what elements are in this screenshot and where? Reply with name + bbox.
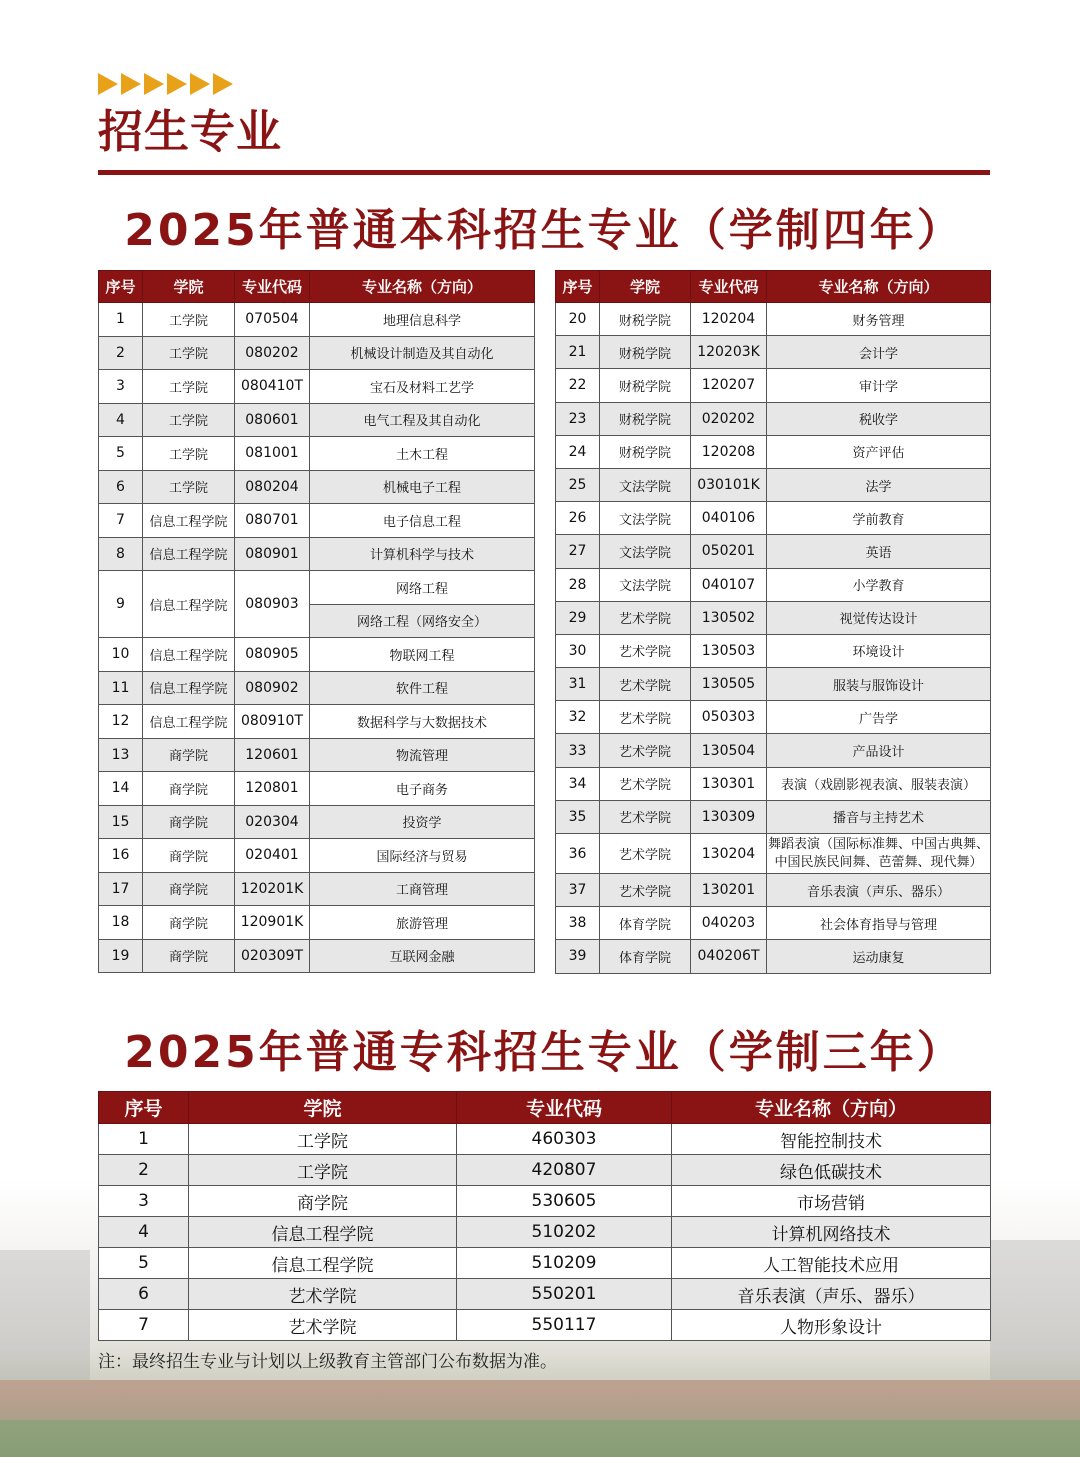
cell-code: 020401 — [235, 839, 310, 873]
cell-code: 080901 — [235, 537, 310, 571]
cell-code: 020202 — [691, 402, 767, 435]
cell-code: 080701 — [235, 504, 310, 538]
cell-college: 艺术学院 — [600, 834, 691, 874]
table-row — [556, 701, 991, 734]
cell-college: 工学院 — [189, 1155, 457, 1186]
cell-code: 130505 — [691, 668, 767, 701]
cell-no: 13 — [99, 738, 143, 772]
cell-major: 会计学 — [767, 336, 991, 369]
cell-no: 38 — [556, 907, 600, 940]
cell-major: 地理信息科学 — [310, 303, 535, 337]
cell-college: 艺术学院 — [600, 734, 691, 767]
table-header-row — [99, 1092, 991, 1124]
cell-college: 工学院 — [143, 470, 235, 504]
cell-college: 商学院 — [189, 1186, 457, 1217]
cell-major: 音乐表演（声乐、器乐） — [672, 1279, 991, 1310]
cell-code: 120201K — [235, 872, 310, 906]
cell-major: 计算机网络技术 — [672, 1217, 991, 1248]
cell-code: 040107 — [691, 568, 767, 601]
cell-code: 120901K — [235, 906, 310, 940]
cell-code: 530605 — [457, 1186, 672, 1217]
cell-no: 3 — [99, 1186, 189, 1217]
cell-college: 工学院 — [143, 336, 235, 370]
cell-no: 6 — [99, 470, 143, 504]
cell-college: 财税学院 — [600, 402, 691, 435]
bachelor-table-right — [555, 270, 991, 974]
table-row — [99, 939, 535, 973]
cell-major: 电子商务 — [310, 772, 535, 806]
table-row — [556, 303, 991, 336]
cell-code: 130204 — [691, 834, 767, 874]
cell-major: 产品设计 — [767, 734, 991, 767]
arrow-icon — [98, 73, 118, 95]
cell-major: 音乐表演（声乐、器乐） — [767, 874, 991, 907]
cell-major: 机械设计制造及其自动化 — [310, 336, 535, 370]
cell-code: 080903 — [235, 571, 310, 638]
cell-major: 土木工程 — [310, 437, 535, 471]
table-row — [99, 1310, 991, 1341]
cell-no: 6 — [99, 1279, 189, 1310]
cell-college: 商学院 — [143, 906, 235, 940]
arrow-icon — [190, 73, 210, 95]
cell-college: 信息工程学院 — [143, 638, 235, 672]
cell-code: 040106 — [691, 502, 767, 535]
table-row — [556, 601, 991, 634]
cell-college: 文法学院 — [600, 468, 691, 501]
arrow-decoration — [98, 73, 233, 95]
table-row — [99, 1279, 991, 1310]
cell-college: 体育学院 — [600, 940, 691, 973]
table-row — [556, 800, 991, 833]
cell-college: 信息工程学院 — [143, 537, 235, 571]
cell-major: 软件工程 — [310, 671, 535, 705]
cell-no: 14 — [99, 772, 143, 806]
table-row — [99, 1217, 991, 1248]
cell-major: 宝石及材料工艺学 — [310, 370, 535, 404]
table-row — [99, 1248, 991, 1279]
table-row — [99, 705, 535, 739]
background-track — [0, 1380, 1080, 1420]
cell-no: 11 — [99, 671, 143, 705]
cell-code: 120601 — [235, 738, 310, 772]
cell-college: 艺术学院 — [189, 1279, 457, 1310]
cell-major: 工商管理 — [310, 872, 535, 906]
bachelor-heading: 2025年普通本科招生专业（学制四年） — [124, 205, 964, 256]
background-field — [0, 1420, 1080, 1457]
cell-no: 34 — [556, 767, 600, 800]
header-major: 专业名称（方向） — [310, 271, 535, 303]
arrow-icon — [213, 73, 233, 95]
cell-code: 080410T — [235, 370, 310, 404]
cell-code: 460303 — [457, 1124, 672, 1155]
table-row — [556, 907, 991, 940]
cell-major: 学前教育 — [767, 502, 991, 535]
cell-college: 商学院 — [143, 872, 235, 906]
cell-no: 5 — [99, 1248, 189, 1279]
cell-no: 37 — [556, 874, 600, 907]
cell-major: 物流管理 — [310, 738, 535, 772]
cell-code: 120203K — [691, 336, 767, 369]
cell-no: 30 — [556, 634, 600, 667]
cell-code: 120801 — [235, 772, 310, 806]
cell-no: 33 — [556, 734, 600, 767]
cell-no: 21 — [556, 336, 600, 369]
cell-no: 3 — [99, 370, 143, 404]
table-row — [556, 668, 991, 701]
table-row — [99, 772, 535, 806]
table-row — [556, 874, 991, 907]
cell-major: 网络工程（网络安全） — [310, 604, 535, 638]
cell-code: 550201 — [457, 1279, 672, 1310]
cell-college: 工学院 — [143, 303, 235, 337]
cell-no: 2 — [99, 336, 143, 370]
cell-no: 18 — [99, 906, 143, 940]
cell-no: 5 — [99, 437, 143, 471]
header-code: 专业代码 — [691, 271, 767, 303]
cell-college: 信息工程学院 — [143, 671, 235, 705]
cell-college: 财税学院 — [600, 336, 691, 369]
table-row — [99, 839, 535, 873]
cell-college: 信息工程学院 — [189, 1217, 457, 1248]
header-no: 序号 — [556, 271, 600, 303]
cell-college: 体育学院 — [600, 907, 691, 940]
page-title: 招生专业 — [98, 105, 283, 158]
cell-code: 120204 — [691, 303, 767, 336]
cell-no: 36 — [556, 834, 600, 874]
table-row — [556, 336, 991, 369]
cell-college: 文法学院 — [600, 535, 691, 568]
cell-major: 小学教育 — [767, 568, 991, 601]
cell-code: 080910T — [235, 705, 310, 739]
cell-code: 550117 — [457, 1310, 672, 1341]
cell-college: 文法学院 — [600, 502, 691, 535]
cell-code: 130201 — [691, 874, 767, 907]
cell-college: 工学院 — [143, 437, 235, 471]
cell-no: 16 — [99, 839, 143, 873]
cell-major: 绿色低碳技术 — [672, 1155, 991, 1186]
cell-code: 070504 — [235, 303, 310, 337]
cell-no: 19 — [99, 939, 143, 973]
cell-major: 播音与主持艺术 — [767, 800, 991, 833]
cell-major: 英语 — [767, 535, 991, 568]
cell-no: 7 — [99, 1310, 189, 1341]
title-divider — [98, 170, 990, 175]
cell-code: 081001 — [235, 437, 310, 471]
cell-code: 080601 — [235, 403, 310, 437]
cell-college: 商学院 — [143, 839, 235, 873]
cell-major: 市场营销 — [672, 1186, 991, 1217]
header-code: 专业代码 — [457, 1092, 672, 1124]
cell-college: 工学院 — [143, 403, 235, 437]
cell-major: 视觉传达设计 — [767, 601, 991, 634]
cell-no: 31 — [556, 668, 600, 701]
cell-code: 510209 — [457, 1248, 672, 1279]
header-no: 序号 — [99, 1092, 189, 1124]
junior-heading: 2025年普通专科招生专业（学制三年） — [124, 1027, 964, 1078]
table-row — [99, 1186, 991, 1217]
cell-code: 040206T — [691, 940, 767, 973]
footnote: 注：最终招生专业与计划以上级教育主管部门公布数据为准。 — [98, 1352, 557, 1372]
header-code: 专业代码 — [235, 271, 310, 303]
table-row — [556, 435, 991, 468]
cell-college: 艺术学院 — [600, 767, 691, 800]
cell-no: 23 — [556, 402, 600, 435]
cell-college: 艺术学院 — [600, 800, 691, 833]
table-row — [99, 370, 535, 404]
cell-college: 艺术学院 — [600, 874, 691, 907]
cell-no: 10 — [99, 638, 143, 672]
cell-major: 计算机科学与技术 — [310, 537, 535, 571]
cell-major: 服装与服饰设计 — [767, 668, 991, 701]
table-row — [556, 940, 991, 973]
cell-college: 信息工程学院 — [189, 1248, 457, 1279]
table-row — [556, 834, 991, 874]
header-no: 序号 — [99, 271, 143, 303]
table-row — [556, 568, 991, 601]
cell-major: 法学 — [767, 468, 991, 501]
table-row — [99, 671, 535, 705]
table-row — [556, 502, 991, 535]
cell-major: 资产评估 — [767, 435, 991, 468]
bachelor-table-left — [98, 270, 535, 973]
table-row — [99, 504, 535, 538]
cell-no: 39 — [556, 940, 600, 973]
cell-major: 审计学 — [767, 369, 991, 402]
cell-college: 商学院 — [143, 772, 235, 806]
table-header-row — [99, 271, 535, 303]
cell-major: 社会体育指导与管理 — [767, 907, 991, 940]
cell-major: 投资学 — [310, 805, 535, 839]
cell-code: 050303 — [691, 701, 767, 734]
cell-no: 24 — [556, 435, 600, 468]
cell-code: 120208 — [691, 435, 767, 468]
cell-major: 广告学 — [767, 701, 991, 734]
cell-code: 020304 — [235, 805, 310, 839]
cell-code: 080204 — [235, 470, 310, 504]
table-row — [99, 805, 535, 839]
cell-code: 030101K — [691, 468, 767, 501]
header-college: 学院 — [143, 271, 235, 303]
cell-major: 网络工程 — [310, 571, 535, 605]
cell-college: 信息工程学院 — [143, 504, 235, 538]
table-row — [99, 303, 535, 337]
table-row — [556, 468, 991, 501]
cell-code: 130309 — [691, 800, 767, 833]
cell-code: 420807 — [457, 1155, 672, 1186]
cell-code: 020309T — [235, 939, 310, 973]
cell-code: 130504 — [691, 734, 767, 767]
table-row — [99, 336, 535, 370]
table-row — [556, 734, 991, 767]
cell-no: 8 — [99, 537, 143, 571]
cell-major: 人工智能技术应用 — [672, 1248, 991, 1279]
cell-college: 信息工程学院 — [143, 571, 235, 638]
table-row — [99, 470, 535, 504]
background-building — [0, 1250, 90, 1380]
cell-college: 工学院 — [189, 1124, 457, 1155]
header-college: 学院 — [600, 271, 691, 303]
table-row — [556, 369, 991, 402]
cell-major: 电子信息工程 — [310, 504, 535, 538]
cell-major: 环境设计 — [767, 634, 991, 667]
cell-major: 物联网工程 — [310, 638, 535, 672]
cell-no: 15 — [99, 805, 143, 839]
table-row — [99, 638, 535, 672]
cell-no: 1 — [99, 1124, 189, 1155]
cell-code: 510202 — [457, 1217, 672, 1248]
table-row — [556, 634, 991, 667]
cell-major: 旅游管理 — [310, 906, 535, 940]
table-row — [99, 738, 535, 772]
table-row — [99, 1124, 991, 1155]
table-row — [556, 402, 991, 435]
table-header-row — [556, 271, 991, 303]
cell-no: 1 — [99, 303, 143, 337]
cell-code: 080202 — [235, 336, 310, 370]
cell-college: 艺术学院 — [189, 1310, 457, 1341]
cell-major: 互联网金融 — [310, 939, 535, 973]
table-row — [99, 1155, 991, 1186]
cell-no: 17 — [99, 872, 143, 906]
cell-college: 商学院 — [143, 738, 235, 772]
background-building — [990, 1240, 1080, 1380]
cell-no: 25 — [556, 468, 600, 501]
junior-table — [98, 1091, 991, 1341]
arrow-icon — [144, 73, 164, 95]
cell-major: 机械电子工程 — [310, 470, 535, 504]
table-row — [99, 872, 535, 906]
header-major: 专业名称（方向） — [672, 1092, 991, 1124]
cell-major: 运动康复 — [767, 940, 991, 973]
cell-college: 财税学院 — [600, 435, 691, 468]
cell-code: 130301 — [691, 767, 767, 800]
cell-code: 040203 — [691, 907, 767, 940]
cell-major: 数据科学与大数据技术 — [310, 705, 535, 739]
cell-no: 29 — [556, 601, 600, 634]
cell-no: 35 — [556, 800, 600, 833]
cell-college: 财税学院 — [600, 303, 691, 336]
cell-college: 艺术学院 — [600, 701, 691, 734]
cell-code: 080902 — [235, 671, 310, 705]
cell-major: 智能控制技术 — [672, 1124, 991, 1155]
cell-no: 22 — [556, 369, 600, 402]
table-row — [99, 906, 535, 940]
cell-college: 工学院 — [143, 370, 235, 404]
table-row — [99, 537, 535, 571]
cell-code: 050201 — [691, 535, 767, 568]
cell-major: 税收学 — [767, 402, 991, 435]
cell-no: 9 — [99, 571, 143, 638]
cell-college: 商学院 — [143, 805, 235, 839]
table-row — [99, 437, 535, 471]
arrow-icon — [121, 73, 141, 95]
cell-college: 财税学院 — [600, 369, 691, 402]
cell-code: 120207 — [691, 369, 767, 402]
cell-code: 130503 — [691, 634, 767, 667]
table-row — [99, 403, 535, 437]
cell-college: 信息工程学院 — [143, 705, 235, 739]
header-college: 学院 — [189, 1092, 457, 1124]
table-row — [99, 571, 535, 605]
cell-code: 130502 — [691, 601, 767, 634]
cell-no: 7 — [99, 504, 143, 538]
cell-major: 电气工程及其自动化 — [310, 403, 535, 437]
table-row — [556, 767, 991, 800]
table-row — [556, 535, 991, 568]
cell-no: 26 — [556, 502, 600, 535]
cell-college: 文法学院 — [600, 568, 691, 601]
cell-college: 艺术学院 — [600, 601, 691, 634]
cell-college: 艺术学院 — [600, 668, 691, 701]
cell-no: 2 — [99, 1155, 189, 1186]
cell-major: 人物形象设计 — [672, 1310, 991, 1341]
cell-major: 国际经济与贸易 — [310, 839, 535, 873]
cell-code: 080905 — [235, 638, 310, 672]
cell-no: 4 — [99, 403, 143, 437]
cell-college: 商学院 — [143, 939, 235, 973]
cell-no: 20 — [556, 303, 600, 336]
cell-no: 32 — [556, 701, 600, 734]
cell-no: 28 — [556, 568, 600, 601]
cell-no: 27 — [556, 535, 600, 568]
cell-major: 财务管理 — [767, 303, 991, 336]
header-major: 专业名称（方向） — [767, 271, 991, 303]
cell-college: 艺术学院 — [600, 634, 691, 667]
arrow-icon — [167, 73, 187, 95]
cell-no: 12 — [99, 705, 143, 739]
cell-no: 4 — [99, 1217, 189, 1248]
cell-major: 表演（戏剧影视表演、服装表演） — [767, 767, 991, 800]
cell-major: 舞蹈表演（国际标准舞、中国古典舞、中国民族民间舞、芭蕾舞、现代舞） — [767, 834, 991, 874]
